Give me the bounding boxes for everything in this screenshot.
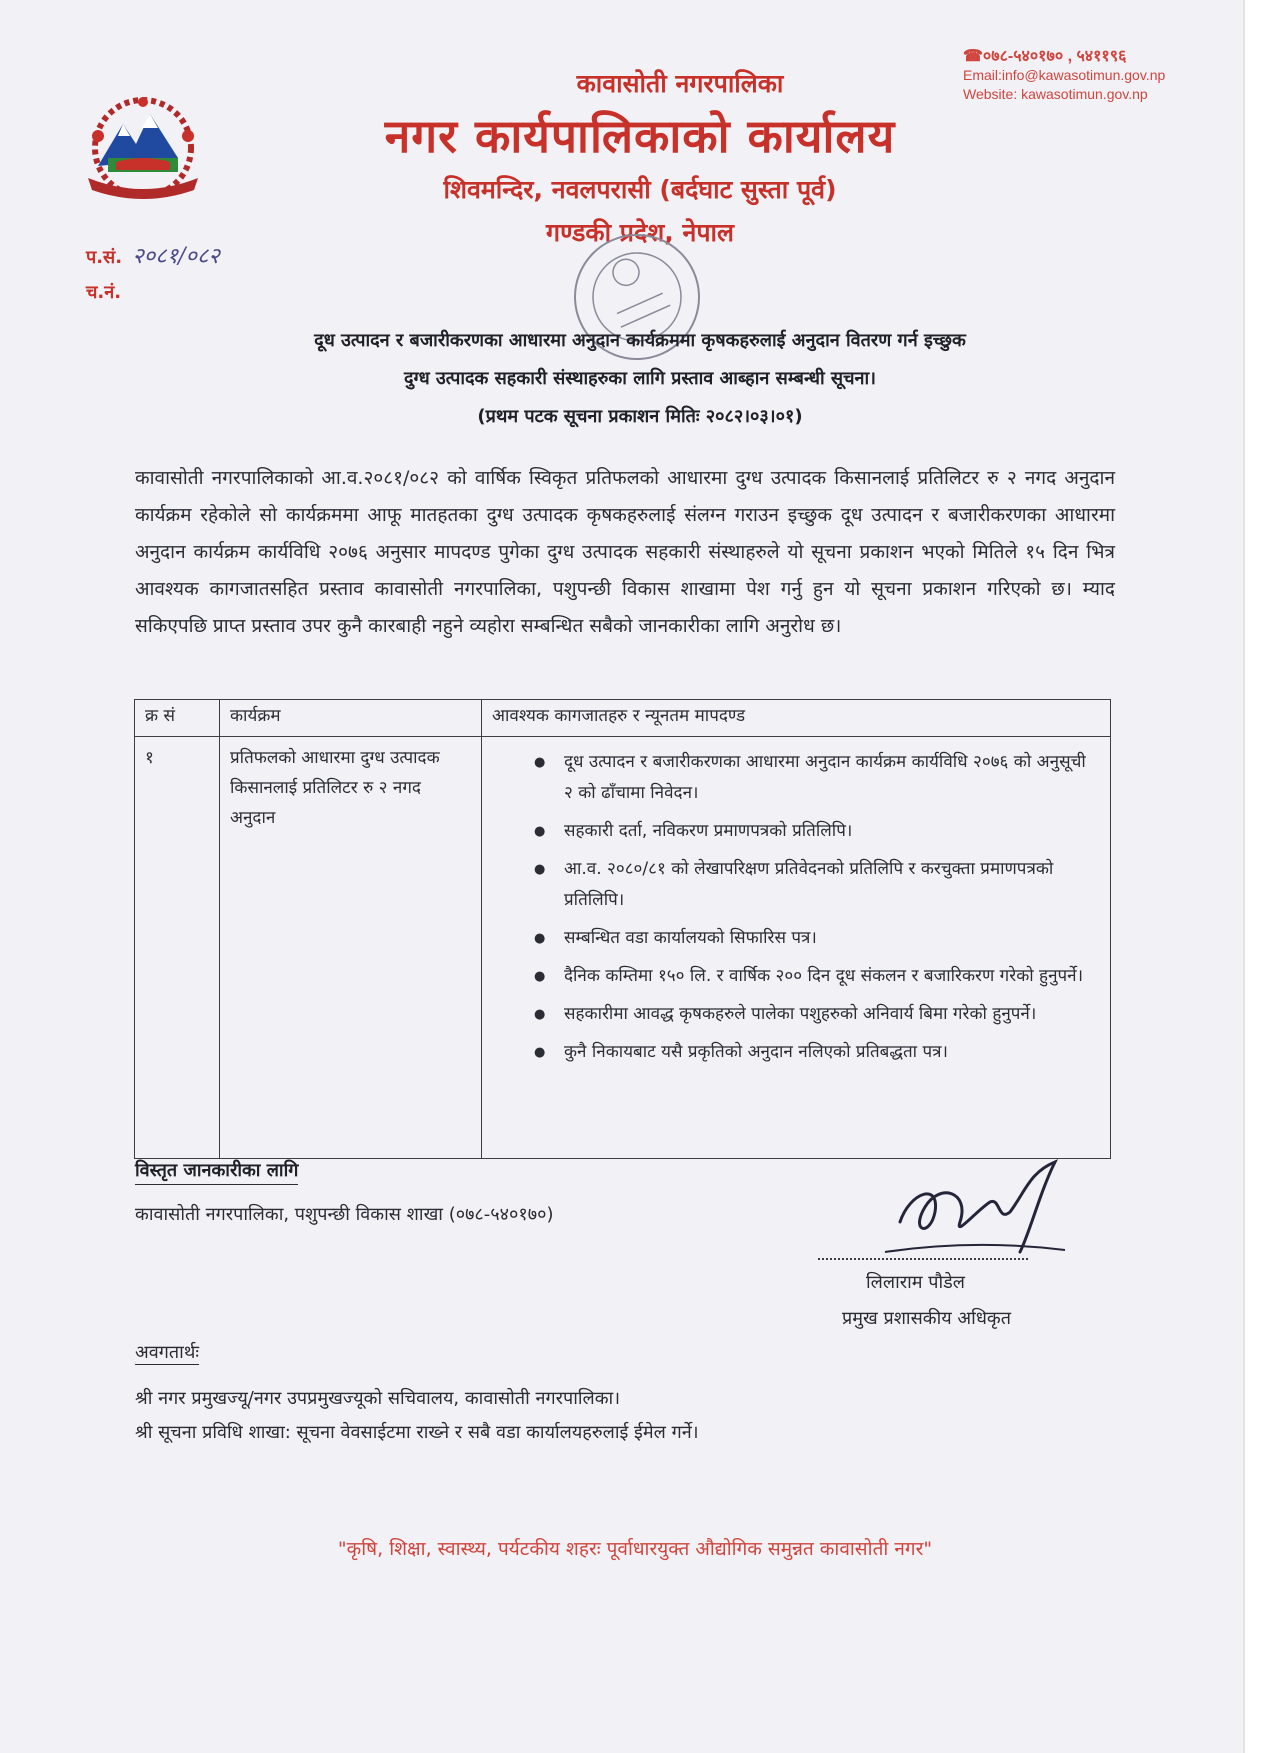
contact-block (963, 47, 1165, 104)
contact-email: Email:info@kawasotimun.gov.np (963, 67, 1166, 83)
subject-line-2: दुग्ध उत्पादक सहकारी संस्थाहरुका लागि प्रस्ताव आब्हान सम्बन्धी सूचना। (403, 368, 877, 389)
list-item: ● सम्बन्धित वडा कार्यालयको सिफारिस पत्र। (492, 923, 1100, 954)
cc-heading: अवगतार्थः (135, 1342, 199, 1363)
signature-line (818, 1258, 1028, 1260)
cell-sn: १ (135, 737, 220, 1159)
header-requirements: आवश्यक कागजातहरु र न्यूनतम मापदण्ड (482, 700, 1111, 737)
cell-program: प्रतिफलको आधारमा दुग्ध उत्पादक किसानलाई प्रतिलिटर रु २ नगद अनुदान (220, 737, 482, 1159)
cell-requirements (482, 737, 1111, 1159)
list-item: ● सहकारीमा आवद्ध कृषकहरुले पालेका पशुहरुको अनिवार्य बिमा गरेको हुनुपर्ने। (492, 999, 1100, 1030)
ps-value-handwritten: २०८१/०८२ (132, 244, 220, 269)
municipality-name: कावासोती नगरपालिका (576, 69, 784, 98)
handwritten-signature (880, 1152, 1070, 1270)
office-address: शिवमन्दिर, नवलपरासी (बर्दघाट सुस्ता पूर्व) (443, 175, 837, 204)
cc-line: श्री नगर प्रमुखज्यू/नगर उपप्रमुखज्यूको सचिवालय, कावासोती नगरपालिका। (135, 1388, 621, 1409)
reference-cn (86, 280, 121, 304)
office-title: नगर कार्यपालिकाको कार्यालय (384, 109, 896, 163)
list-item: ● कुनै निकायबाट यसै प्रकृतिको अनुदान नलिएको प्रतिबद्धता पत्र। (492, 1037, 1100, 1068)
paper-edge (1243, 0, 1275, 1753)
list-item: ● दैनिक कम्तिमा १५० लि. र वार्षिक २०० दिन दूध संकलन र बजारिकरण गरेको हुनुपर्ने। (492, 961, 1100, 992)
contact-phone: ☎०७८-५४०१७० , ५४११९६ (963, 48, 1127, 65)
table-header-row (135, 700, 1111, 737)
province-name: गण्डकी प्रदेश, नेपाल (546, 218, 734, 247)
list-item: ● दूध उत्पादन र बजारीकरणका आधारमा अनुदान कार्यक्रम कार्यविधि २०७६ को अनुसूची २ को ढाँचामा निवेदन। (492, 747, 1100, 809)
header-program: कार्यक्रम (220, 700, 482, 737)
list-item: ● सहकारी दर्ता, नविकरण प्रमाणपत्रको प्रतिलिपि। (492, 816, 1100, 847)
details-heading: विस्तृत जानकारीका लागि (135, 1158, 298, 1185)
header-sn: क्र सं (135, 700, 220, 737)
reference-ps (86, 240, 220, 270)
signatory-title: प्रमुख प्रशासकीय अधिकृत (842, 1308, 1011, 1329)
signatory-name: लिलाराम पौडेल (866, 1272, 965, 1293)
nepal-emblem-logo (78, 96, 208, 206)
cn-label: च.नं. (86, 282, 122, 303)
cc-line: श्री सूचना प्रविधि शाखा: सूचना वेवसाईटमा राख्ने र सबै वडा कार्यालयहरुलाई ईमेल गर्ने। (135, 1422, 699, 1443)
subject-line-1: दूध उत्पादन र बजारीकरणका आधारमा अनुदान कार्यक्रममा कृषकहरुलाई अनुदान वितरण गर्न इच्छुक (314, 330, 966, 351)
table-row (135, 737, 1111, 1159)
contact-website: Website: kawasotimun.gov.np (963, 86, 1148, 102)
list-item: ● आ.व. २०८०/८१ को लेखापरिक्षण प्रतिवेदनको प्रतिलिपि र करचुक्ता प्रमाणपत्रको प्रतिलिपि। (492, 854, 1100, 916)
requirements-list (492, 747, 1100, 1068)
details-contact: कावासोती नगरपालिका, पशुपन्छी विकास शाखा (०७८-५४०१७०) (135, 1204, 554, 1225)
ps-label: प.सं. (86, 247, 123, 268)
notice-paragraph: कावासोती नगरपालिकाको आ.व.२०८१/०८२ को वार्षिक स्विकृत प्रतिफलको आधारमा दुग्ध उत्पादक किसानलाई प्रतिलिटर रु २ नगद अनुदान कार्यक्रम रहेकोले सो कार्यक्रममा आफू मातहतका दुग्ध उत्पादक कृषकहरुलाई संलग्न गराउन इच्छुक दूध उत्पादन र बजारीकरणका आधारमा अनुदान कार्यक्रम कार्यविधि २०७६ अनुसार मापदण्ड पुगेका दुग्ध उत्पादक सहकारी संस्थाहरुले यो सूचना प्रकाशन भएको मितिले १५ दिन भित्र आवश्यक कागजातसहित प्रस्ताव कावासोती नगरपालिका, पशुपन्छी विकास शाखामा पेश गर्नु हुन यो सूचना प्रकाशन गरिएको छ। म्याद सकिएपछि प्राप्त प्रस्ताव उपर कुनै कारबाही नहुने व्यहोरा सम्बन्धित सबैको जानकारीका लागि अनुरोध छ। (135, 467, 1115, 637)
footer-motto: "कृषि, शिक्षा, स्वास्थ्य, पर्यटकीय शहरः पूर्वाधारयुक्त औद्योगिक समुन्नत कावासोती नगर" (337, 1538, 933, 1560)
requirements-table (134, 699, 1111, 1159)
subject-date-line: (प्रथम पटक सूचना प्रकाशन मितिः २०८२।०३।०१) (477, 406, 803, 427)
